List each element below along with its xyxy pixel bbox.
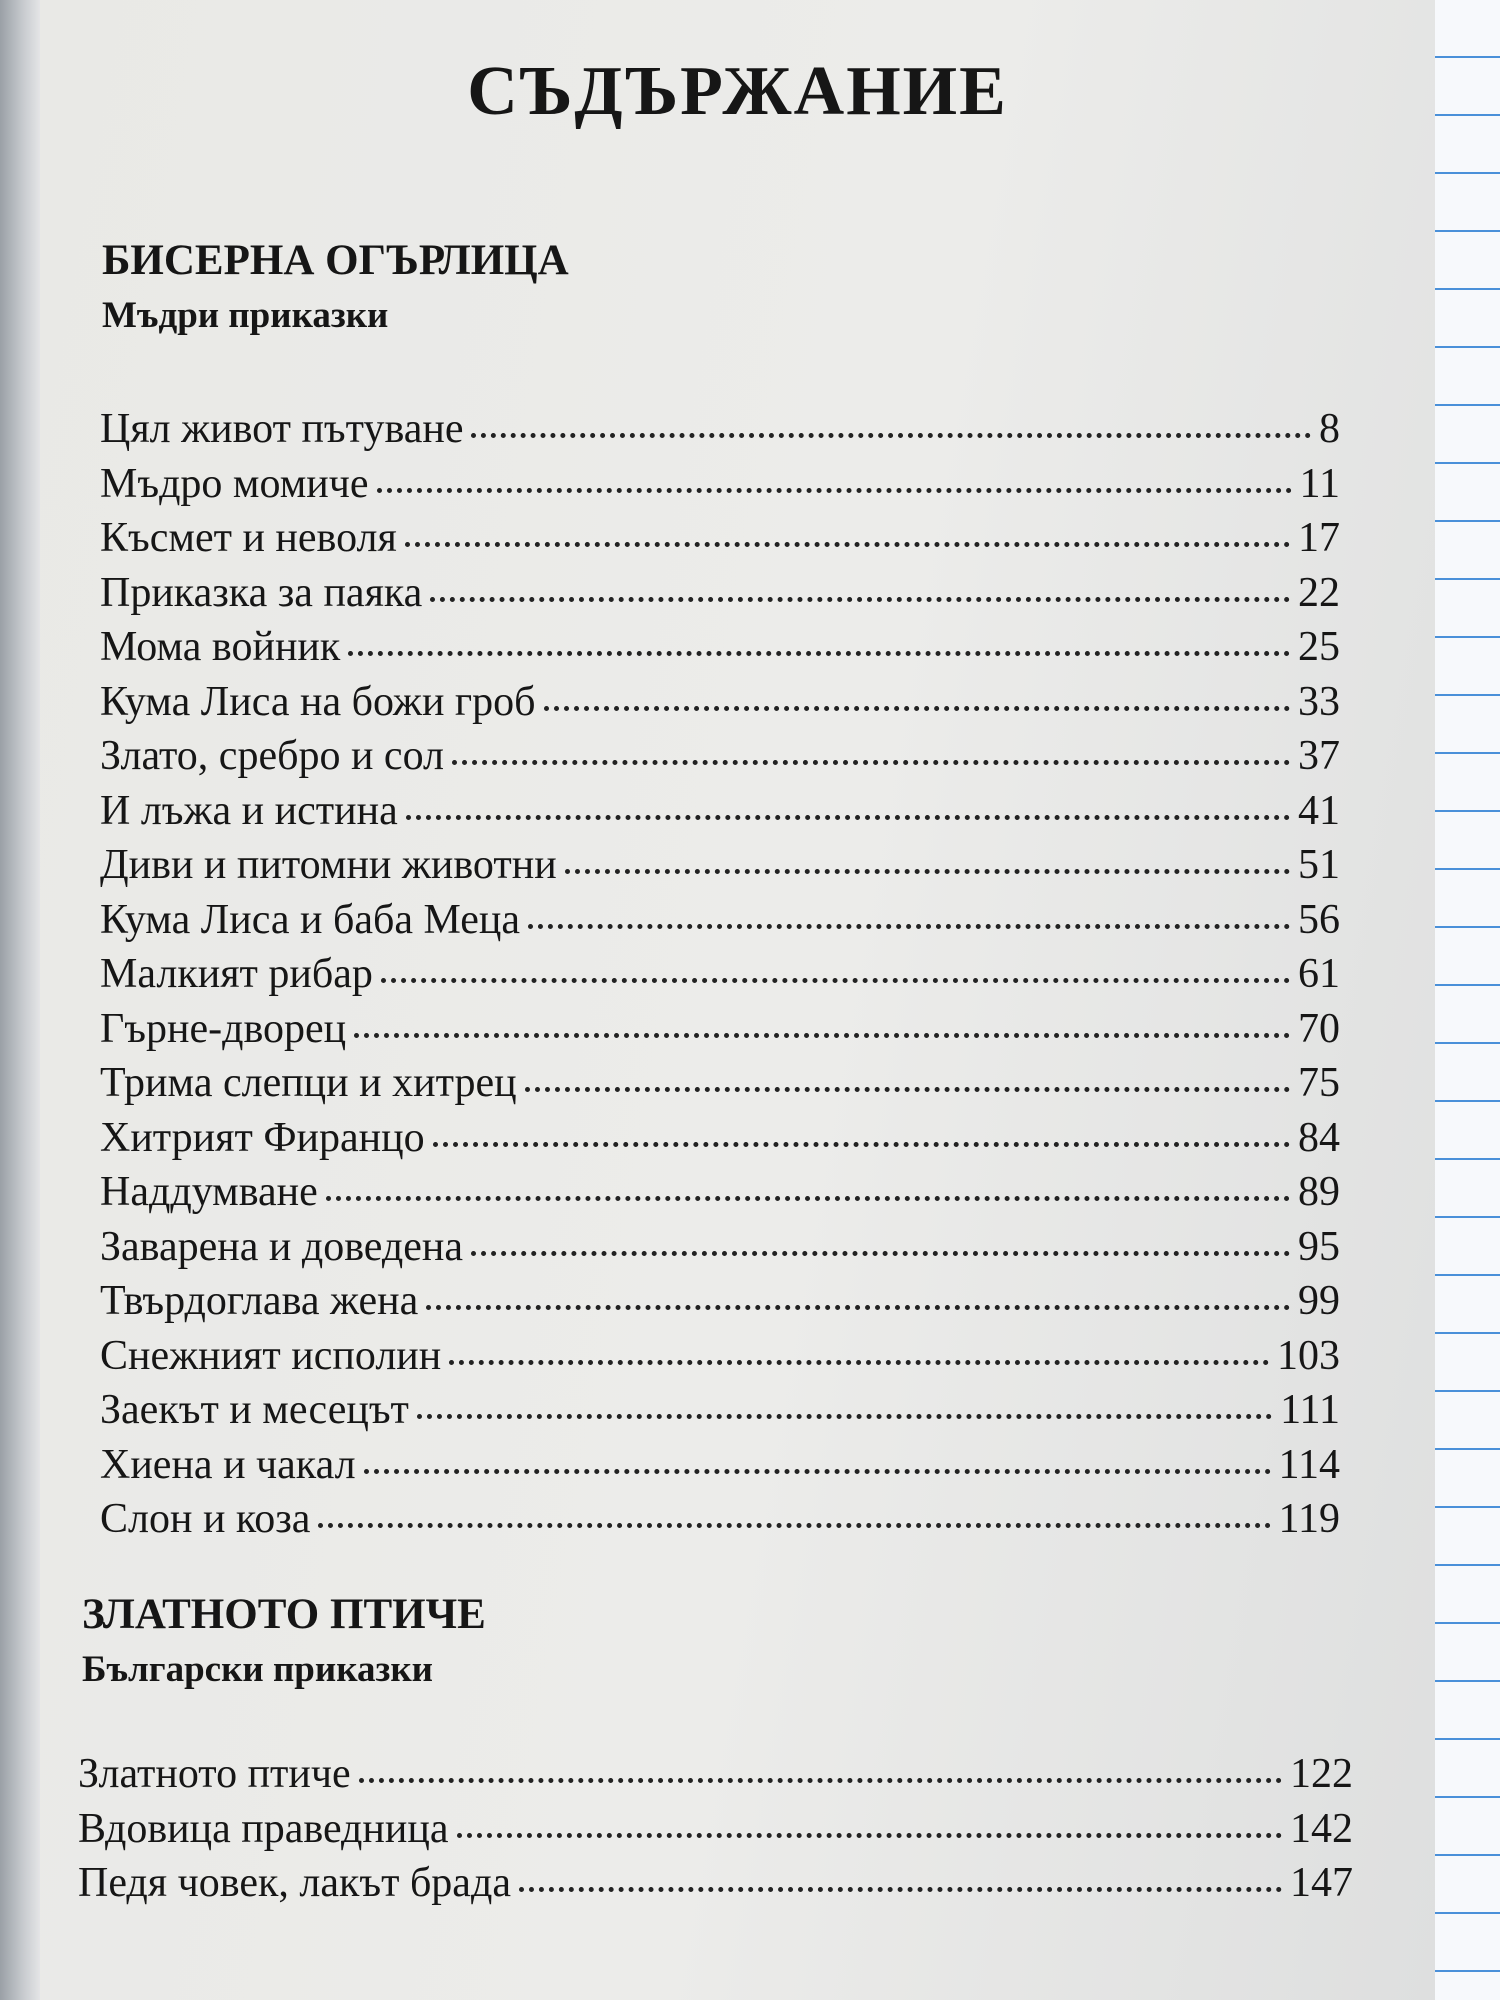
toc-entry xyxy=(100,732,1340,787)
dotted-leader xyxy=(471,433,1311,438)
toc-entry-title: Заекът и месецът xyxy=(100,1387,409,1433)
dotted-leader xyxy=(457,1833,1283,1838)
toc-entry xyxy=(100,678,1340,733)
toc-entry-page: 17 xyxy=(1298,515,1340,561)
dotted-leader xyxy=(318,1523,1270,1528)
toc-entry xyxy=(100,1223,1340,1278)
toc-entry-title: Хитрият Фиранцо xyxy=(100,1114,425,1161)
toc-entry xyxy=(100,1495,1340,1550)
dotted-leader xyxy=(565,869,1290,874)
toc-entry xyxy=(100,1114,1340,1169)
toc-entry-title: Злато, сребро и сол xyxy=(100,733,444,779)
toc-entry-title: Гърне-дворец xyxy=(100,1005,347,1052)
toc-list xyxy=(100,405,1340,1550)
page-title: СЪДЪРЖАНИЕ xyxy=(467,53,1008,130)
toc-entry-page: 22 xyxy=(1298,569,1340,616)
dotted-leader xyxy=(544,706,1290,711)
toc-entry-page: 70 xyxy=(1298,1005,1340,1052)
dotted-leader xyxy=(417,1414,1272,1419)
toc-entry-title: Снежният исполин xyxy=(100,1332,442,1379)
toc-entry-page: 51 xyxy=(1298,842,1340,888)
toc-entry-title: Приказка за паяка xyxy=(100,569,423,616)
toc-entry-title: Заварена и доведена xyxy=(100,1223,464,1270)
toc-entry-page: 41 xyxy=(1298,787,1340,834)
toc-entry-title: Слон и коза xyxy=(100,1496,311,1542)
dotted-leader xyxy=(433,1142,1290,1147)
book-page xyxy=(40,0,1435,2000)
toc-entry-title: Наддумване xyxy=(100,1169,318,1215)
toc-entry xyxy=(78,1750,1353,1805)
toc-entry-title: Хиена и чакал xyxy=(100,1441,356,1488)
toc-entry-title: Златното птиче xyxy=(78,1751,351,1797)
section-subtitle: Мъдри приказки xyxy=(102,295,389,336)
toc-list xyxy=(78,1750,1353,1914)
toc-entry xyxy=(78,1859,1353,1914)
section-subtitle: Български приказки xyxy=(82,1649,433,1690)
dotted-leader xyxy=(426,1305,1290,1310)
toc-entry-title: Диви и питомни животни xyxy=(100,842,557,888)
toc-entry-title: Мома войник xyxy=(100,624,341,670)
toc-entry-title: Мъдро момиче xyxy=(100,460,369,507)
toc-entry-page: 103 xyxy=(1277,1332,1340,1379)
toc-entry xyxy=(100,950,1340,1005)
toc-entry xyxy=(100,1441,1340,1496)
grid-paper-background xyxy=(1430,0,1500,2000)
toc-entry-page: 8 xyxy=(1319,406,1340,452)
toc-entry-page: 99 xyxy=(1298,1278,1340,1324)
dotted-leader xyxy=(525,1087,1290,1092)
toc-entry-page: 114 xyxy=(1278,1441,1340,1488)
toc-entry xyxy=(100,514,1340,569)
toc-entry xyxy=(100,1005,1340,1060)
dotted-leader xyxy=(377,488,1292,493)
toc-entry-title: Късмет и неволя xyxy=(100,515,397,561)
toc-entry-title: Цял живот пътуване xyxy=(100,406,464,452)
toc-entry-page: 84 xyxy=(1298,1114,1340,1161)
toc-entry-page: 95 xyxy=(1298,1223,1340,1270)
section-title: ЗЛАТНОТО ПТИЧЕ xyxy=(82,1591,486,1638)
toc-entry xyxy=(78,1805,1353,1860)
toc-entry-title: Вдовица праведница xyxy=(78,1805,449,1852)
toc-entry-title: Малкият рибар xyxy=(100,951,373,997)
dotted-leader xyxy=(359,1778,1282,1783)
toc-entry xyxy=(100,1332,1340,1387)
toc-entry-page: 37 xyxy=(1298,733,1340,779)
toc-entry xyxy=(100,841,1340,896)
toc-entry xyxy=(100,460,1340,515)
book-spine-shadow xyxy=(0,0,40,2000)
toc-entry-page: 11 xyxy=(1299,460,1340,507)
toc-entry-page: 147 xyxy=(1290,1860,1353,1906)
dotted-leader xyxy=(405,542,1290,547)
toc-entry xyxy=(100,569,1340,624)
toc-entry-page: 111 xyxy=(1280,1387,1340,1433)
dotted-leader xyxy=(528,924,1290,929)
dotted-leader xyxy=(519,1887,1282,1892)
dotted-leader xyxy=(354,1033,1290,1038)
dotted-leader xyxy=(348,651,1290,656)
toc-entry-title: Твърдоглава жена xyxy=(100,1278,419,1324)
toc-entry xyxy=(100,1277,1340,1332)
dotted-leader xyxy=(381,978,1290,983)
dotted-leader xyxy=(452,760,1290,765)
toc-entry-page: 119 xyxy=(1278,1496,1340,1542)
toc-entry xyxy=(100,1168,1340,1223)
toc-entry-page: 33 xyxy=(1298,678,1340,725)
toc-entry xyxy=(100,1059,1340,1114)
dotted-leader xyxy=(430,597,1290,602)
dotted-leader xyxy=(326,1196,1290,1201)
toc-entry-page: 25 xyxy=(1298,624,1340,670)
toc-entry xyxy=(100,623,1340,678)
toc-entry xyxy=(100,1386,1340,1441)
toc-entry xyxy=(100,896,1340,951)
toc-entry-title: Кума Лиса на божи гроб xyxy=(100,678,536,725)
toc-entry-page: 142 xyxy=(1290,1805,1353,1852)
dotted-leader xyxy=(449,1360,1269,1365)
toc-entry-page: 89 xyxy=(1298,1169,1340,1215)
toc-entry-title: Педя човек, лакът брада xyxy=(78,1860,511,1906)
toc-entry xyxy=(100,405,1340,460)
dotted-leader xyxy=(364,1469,1271,1474)
dotted-leader xyxy=(471,1251,1290,1256)
toc-entry-page: 122 xyxy=(1290,1751,1353,1797)
toc-entry-title: Трима слепци и хитрец xyxy=(100,1060,517,1106)
toc-entry-page: 56 xyxy=(1298,896,1340,943)
dotted-leader xyxy=(406,815,1290,820)
toc-entry-page: 75 xyxy=(1298,1060,1340,1106)
toc-entry-title: И лъжа и истина xyxy=(100,787,398,834)
toc-entry xyxy=(100,787,1340,842)
toc-entry-title: Кума Лиса и баба Меца xyxy=(100,896,521,943)
toc-entry-page: 61 xyxy=(1298,951,1340,997)
section-title: БИСЕРНА ОГЪРЛИЦА xyxy=(102,237,569,284)
